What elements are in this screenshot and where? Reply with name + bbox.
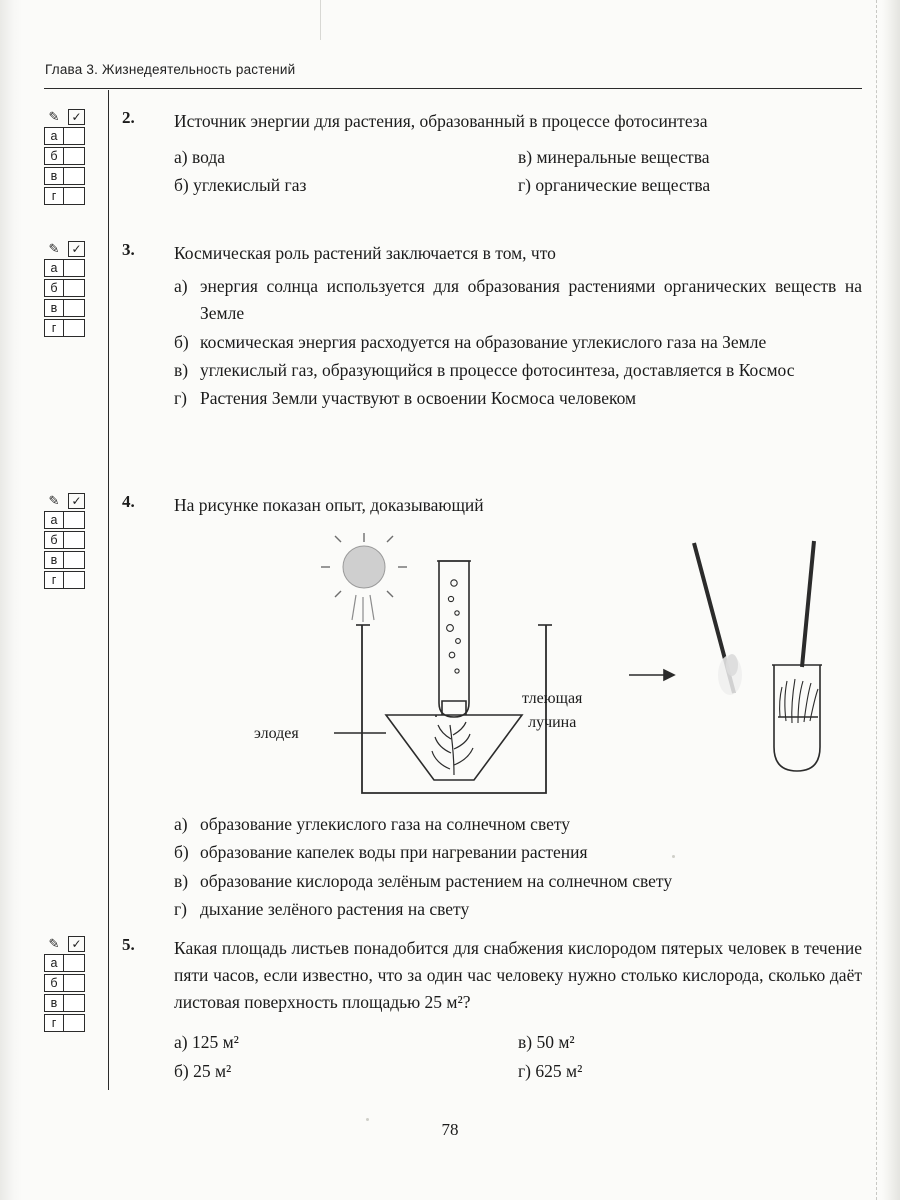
option-blank-b[interactable]	[64, 974, 85, 992]
option-letter-g: г	[44, 1014, 64, 1032]
option-row-a[interactable]	[44, 259, 106, 277]
option-row-v[interactable]	[44, 299, 106, 317]
question-stem: На рисунке показан опыт, доказывающий	[174, 495, 484, 515]
answer-option-g[interactable]: г) 625 м²	[518, 1060, 583, 1081]
option-row-a[interactable]	[44, 954, 106, 972]
option-blank-b[interactable]	[64, 531, 85, 549]
question-number: 4.	[122, 492, 135, 511]
option-letter-a: а	[44, 511, 64, 529]
answer-label: г)	[174, 899, 188, 920]
option-row-b[interactable]	[44, 147, 106, 165]
question-4	[44, 492, 862, 924]
option-blank-a[interactable]	[64, 511, 85, 529]
option-blank-v[interactable]	[64, 551, 85, 569]
question-number: 2.	[122, 108, 135, 127]
option-blank-g[interactable]	[64, 1014, 85, 1032]
answer-column-left	[174, 1028, 518, 1085]
option-blank-b[interactable]	[64, 279, 85, 297]
question-body	[174, 240, 862, 413]
answer-option-g[interactable]	[174, 896, 862, 923]
answer-gutter-5	[44, 935, 106, 1032]
answer-label: в)	[174, 360, 189, 381]
option-row-g[interactable]	[44, 319, 106, 337]
option-letter-g: г	[44, 571, 64, 589]
answer-option-a[interactable]: а) вода	[174, 147, 226, 168]
question-2	[44, 108, 862, 203]
option-row-b[interactable]	[44, 531, 106, 549]
pencil-icon: ✎	[48, 240, 60, 256]
option-blank-a[interactable]	[64, 127, 85, 145]
page-number: 78	[441, 1120, 459, 1139]
option-letter-a: а	[44, 127, 64, 145]
question-body	[174, 935, 862, 1085]
header-rule	[44, 88, 862, 89]
check-box[interactable]: ✓	[68, 109, 85, 125]
answer-option-a[interactable]	[174, 273, 862, 328]
answer-text: дыхание зелёного растения на свету	[200, 899, 470, 920]
answer-text: космическая энергия расходуется на образование углекислого газа на Земле	[200, 331, 767, 352]
pencil-icon: ✎	[48, 492, 60, 508]
question-5	[44, 935, 862, 1085]
question-3	[44, 240, 862, 414]
answer-text: углекислый газ, образующийся в процессе фотосинтеза, доставляется в Космос	[200, 360, 795, 381]
option-row-b[interactable]	[44, 279, 106, 297]
answer-gutter-2	[44, 108, 106, 205]
question-4-answers	[174, 811, 862, 923]
option-row-a[interactable]	[44, 511, 106, 529]
option-row-a[interactable]	[44, 127, 106, 145]
scan-speck	[366, 1118, 369, 1121]
answer-text: образование кислорода зелёным растением на солнечном свету	[200, 870, 673, 891]
option-blank-g[interactable]	[64, 319, 85, 337]
option-blank-b[interactable]	[64, 147, 85, 165]
pencil-icon: ✎	[48, 935, 60, 951]
option-row-g[interactable]	[44, 571, 106, 589]
answer-text: образование капелек воды при нагревании растения	[200, 842, 588, 863]
question-number: 5.	[122, 935, 135, 954]
check-box[interactable]: ✓	[68, 936, 85, 952]
chapter-header: Глава 3. Жизнедеятельность растений	[45, 62, 296, 77]
answer-option-g[interactable]	[174, 385, 862, 412]
answer-gutter-3	[44, 240, 106, 337]
check-box[interactable]: ✓	[68, 493, 85, 509]
option-blank-a[interactable]	[64, 259, 85, 277]
answer-label: б)	[174, 331, 189, 352]
question-stem: Источник энергии для растения, образованный в процессе фотосинтеза	[174, 111, 708, 131]
question-number: 3.	[122, 240, 135, 259]
option-blank-v[interactable]	[64, 167, 85, 185]
option-letter-b: б	[44, 147, 64, 165]
answer-option-v[interactable]: в) минеральные вещества	[518, 147, 710, 168]
answer-option-g[interactable]: г) органические вещества	[518, 175, 711, 196]
answer-text: Растения Земли участвуют в освоении Космоса человеком	[200, 388, 637, 409]
option-letter-g: г	[44, 319, 64, 337]
answer-label: в)	[174, 870, 189, 891]
answer-option-v[interactable]	[174, 868, 862, 895]
answer-options	[174, 1028, 862, 1085]
answer-option-b[interactable]	[174, 329, 862, 356]
option-blank-g[interactable]	[64, 571, 85, 589]
option-letter-g: г	[44, 187, 64, 205]
figure-label-elodea: элодея	[254, 725, 299, 743]
question-stem: Космическая роль растений заключается в том, что	[174, 243, 556, 263]
option-letter-b: б	[44, 279, 64, 297]
figure-label-splinter	[522, 687, 582, 735]
answer-gutter-4	[44, 492, 106, 589]
option-blank-v[interactable]	[64, 299, 85, 317]
option-letter-a: а	[44, 954, 64, 972]
answer-option-a[interactable]	[174, 811, 862, 838]
question-stem: Какая площадь листьев понадобится для снабжения кислородом пятерых человек в течение пяти часов, если известно, что за один час человеку нужно столько кислорода, сколько даёт листовая поверхность площадью 25 м²?	[174, 938, 862, 1013]
option-blank-a[interactable]	[64, 954, 85, 972]
check-box[interactable]: ✓	[68, 241, 85, 257]
option-letter-v: в	[44, 994, 64, 1012]
gutter-head-3	[44, 240, 106, 257]
answer-option-b[interactable]: б) 25 м²	[174, 1060, 232, 1081]
answer-label: а)	[174, 276, 188, 297]
answer-options	[174, 273, 862, 412]
gutter-head-2	[44, 108, 106, 125]
answer-label: б)	[174, 842, 189, 863]
answer-options	[174, 143, 862, 200]
option-letter-v: в	[44, 551, 64, 569]
figure-label-splinter-line2: лучина	[528, 714, 577, 732]
answer-label: г)	[174, 388, 188, 409]
answer-text: образование углекислого газа на солнечном свету	[200, 814, 571, 835]
option-letter-b: б	[44, 974, 64, 992]
scan-speck	[672, 855, 675, 858]
answer-option-b[interactable]: б) углекислый газ	[174, 175, 307, 196]
question-body	[174, 108, 862, 200]
answer-label: а)	[174, 814, 188, 835]
answer-column-right	[518, 143, 862, 200]
pencil-icon: ✎	[48, 108, 60, 124]
option-letter-v: в	[44, 299, 64, 317]
answer-column-left	[174, 143, 518, 200]
scan-top-mark	[320, 0, 321, 40]
answer-text: энергия солнца используется для образования растениями органических веществ на Земле	[200, 276, 862, 324]
option-row-v[interactable]	[44, 551, 106, 569]
option-blank-g[interactable]	[64, 187, 85, 205]
question-body	[174, 492, 862, 519]
answer-option-v[interactable]	[174, 357, 862, 384]
answer-option-a[interactable]: а) 125 м²	[174, 1032, 239, 1053]
option-letter-a: а	[44, 259, 64, 277]
figure-label-splinter-line1: тлеющая	[522, 690, 583, 708]
answer-option-b[interactable]	[174, 839, 862, 866]
gutter-head-4	[44, 492, 106, 509]
answer-options	[174, 811, 862, 923]
option-blank-v[interactable]	[64, 994, 85, 1012]
option-row-v[interactable]	[44, 167, 106, 185]
option-letter-v: в	[44, 167, 64, 185]
experiment-diagram	[174, 525, 900, 805]
scan-edge-left	[0, 0, 22, 1200]
option-row-b[interactable]	[44, 974, 106, 992]
answer-option-v[interactable]: в) 50 м²	[518, 1032, 575, 1053]
option-row-g[interactable]	[44, 1014, 106, 1032]
answer-column-right	[518, 1028, 862, 1085]
option-row-g[interactable]	[44, 187, 106, 205]
option-row-v[interactable]	[44, 994, 106, 1012]
gutter-head-5	[44, 935, 106, 952]
experiment-figure	[174, 525, 862, 805]
option-letter-b: б	[44, 531, 64, 549]
